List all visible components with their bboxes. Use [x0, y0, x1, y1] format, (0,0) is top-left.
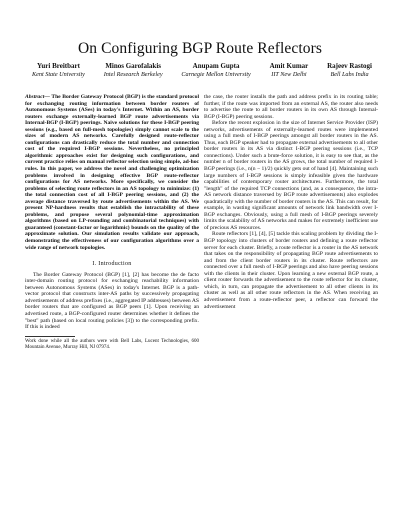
- author-affiliation: IIT New Delhi: [271, 71, 307, 78]
- author-affiliation: Intel Research Berkeley: [103, 71, 163, 78]
- intro-paragraph: The Border Gateway Protocol (BGP) [1], [2] has become the de facto inter-domain routing protocol for exchanging reachability information between Autonomous Systems (ASes) in today's Internet. BGP is a path-vector protocol that constructs inter-AS paths by successively propagating advertisements of address prefixes (i.e., aggregated IP addresses) between AS border routers that are configured as BGP peers [1]. Upon receiving an advertised route, a BGP-configured router determines whether it defines the "best" path (based on local routing policies [3]) to the corresponding prefix. If this is indeed: [25, 271, 199, 331]
- section-heading-introduction: I. Introduction: [92, 261, 132, 268]
- author-name: Rajeev Rastogi: [327, 62, 372, 70]
- paper-title: On Configuring BGP Route Reflectors: [77, 40, 322, 57]
- abstract-text: — The Border Gateway Protocol (BGP) is the standard protocol for exchanging routing information between border routers of Autonomous Systems (ASes) in today's Internet. Within an AS, border routers exchange externally-learned BGP route advertisements via Internal-BGP (I-BGP) peerings. Naive solutions for these I-BGP peering sessions (e.g., based on full-mesh topologies) simply cannot scale to the sizes of modern AS networks. Carefully designed route-reflector configurations can drastically reduce the total number and connection cost of the required I-BGP sessions. Nevertheless, no principled algorithmic approaches exist for designing such configurations, and current practice relies on manual reflector selection using simple, ad-hoc rules. In this paper, we address the novel and challenging optimization problems involved in designing effective BGP route-reflector configurations for AS networks. More specifically, we consider the problems of selecting route reflectors in an AS topology to minimize: (1) the total connection cost of all I-BGP peering sessions, and (2) the average distance traversed by route advertisements within the AS. We present NP-hardness results that establish the intractability of these problems, and propose several polynomial-time approximation algorithms (based on LP-rounding and combinatorial techniques) with guaranteed (constant-factor or logarithmic) bounds on the quality of the approximate solution. Our simulation results validate our approach, demonstrating the effectiveness of our configuration algorithms over a wide range of network topologies.: [25, 94, 199, 251]
- author-block: [181, 62, 250, 78]
- abstract: [25, 94, 199, 251]
- author-name: Yuri Breitbart: [36, 62, 80, 70]
- author-block: [327, 62, 372, 78]
- author-block: [32, 62, 85, 78]
- footnote: Work done while all the authors were with Bell Labs, Lucent Technologies, 600 Mountain Avenue, Murray Hill, NJ 07974.: [25, 338, 199, 350]
- author-affiliation: Kent State University: [32, 71, 85, 78]
- author-block: [104, 62, 163, 78]
- author-name: Amit Kumar: [269, 62, 309, 70]
- author-name: Minos Garofalakis: [105, 62, 161, 70]
- right-column: [204, 94, 378, 310]
- body-paragraph: Before the recent explosion in the size of Internet Service Provider (ISP) networks, advertisements of externally-learned routes were implemented using a full mesh of I-BGP peerings amongst all border routers in the AS. Thus, each BGP speaker had to propagate external advertisements to all other border routers in its AS via distinct I-BGP peering sessions (i.e., TCP connections). Under such a brute-force solution, it is easy to see that, as the number n of border routers in the AS grows, the total number of required I-BGP peerings (i.e., n(n − 1)/2) quickly gets out of hand [4]. Maintaining such large numbers of I-BGP sessions is simply infeasible given the hardware capabilities of contemporary router architectures. Furthermore, the total "length" of the required TCP connections (and, as a consequence, the intra-AS network distance traversed by BGP route advertisements) also explodes quadratically with the number of border routers in the AS. This can result, for example, in wasting significant amounts of network link bandwidth over I-BGP exchanges. Obviously, using a full mesh of I-BGP peerings severely limits the scalability of AS networks and makes for extremely inefficient use of precious AS resources.: [204, 120, 378, 231]
- footnote-divider: [25, 336, 75, 337]
- author-name: Anupam Gupta: [192, 62, 240, 70]
- author-affiliation: Bell Labs India: [330, 71, 369, 78]
- abstract-lead: Abstract: [25, 94, 45, 100]
- author-list: [32, 62, 372, 78]
- left-column: [25, 94, 199, 351]
- body-paragraph: the case, the router installs the path and address prefix in its routing table; further, if the route was imported from an external AS, the router also needs to advertise the route to all border routers in its own AS through Internal-BGP (I-BGP) peering sessions.: [204, 94, 378, 120]
- author-block: [270, 62, 309, 78]
- author-affiliation: Carnegie Mellon University: [181, 71, 251, 78]
- body-paragraph: Route reflectors [1], [4], [5] tackle this scaling problem by dividing the I-BGP topology into clusters of border routers and defining a route reflector server for each cluster. Briefly, a route reflector is a router in the AS network that takes on the responsibility of propagating BGP route advertisements to and from the client border routers in its cluster. Route reflectors are connected over a full mesh of I-BGP peerings and also have peering sessions with the clients in their cluster. Upon learning a new external BGP route, a client router forwards the advertisement to the route reflector for its cluster, which, in turn, can propagate the advertisement to all other clients in its cluster as well as all other route reflectors in the AS. When receiving an advertisement from a route-reflector peer, a reflector can forward the advertisement: [204, 231, 378, 310]
